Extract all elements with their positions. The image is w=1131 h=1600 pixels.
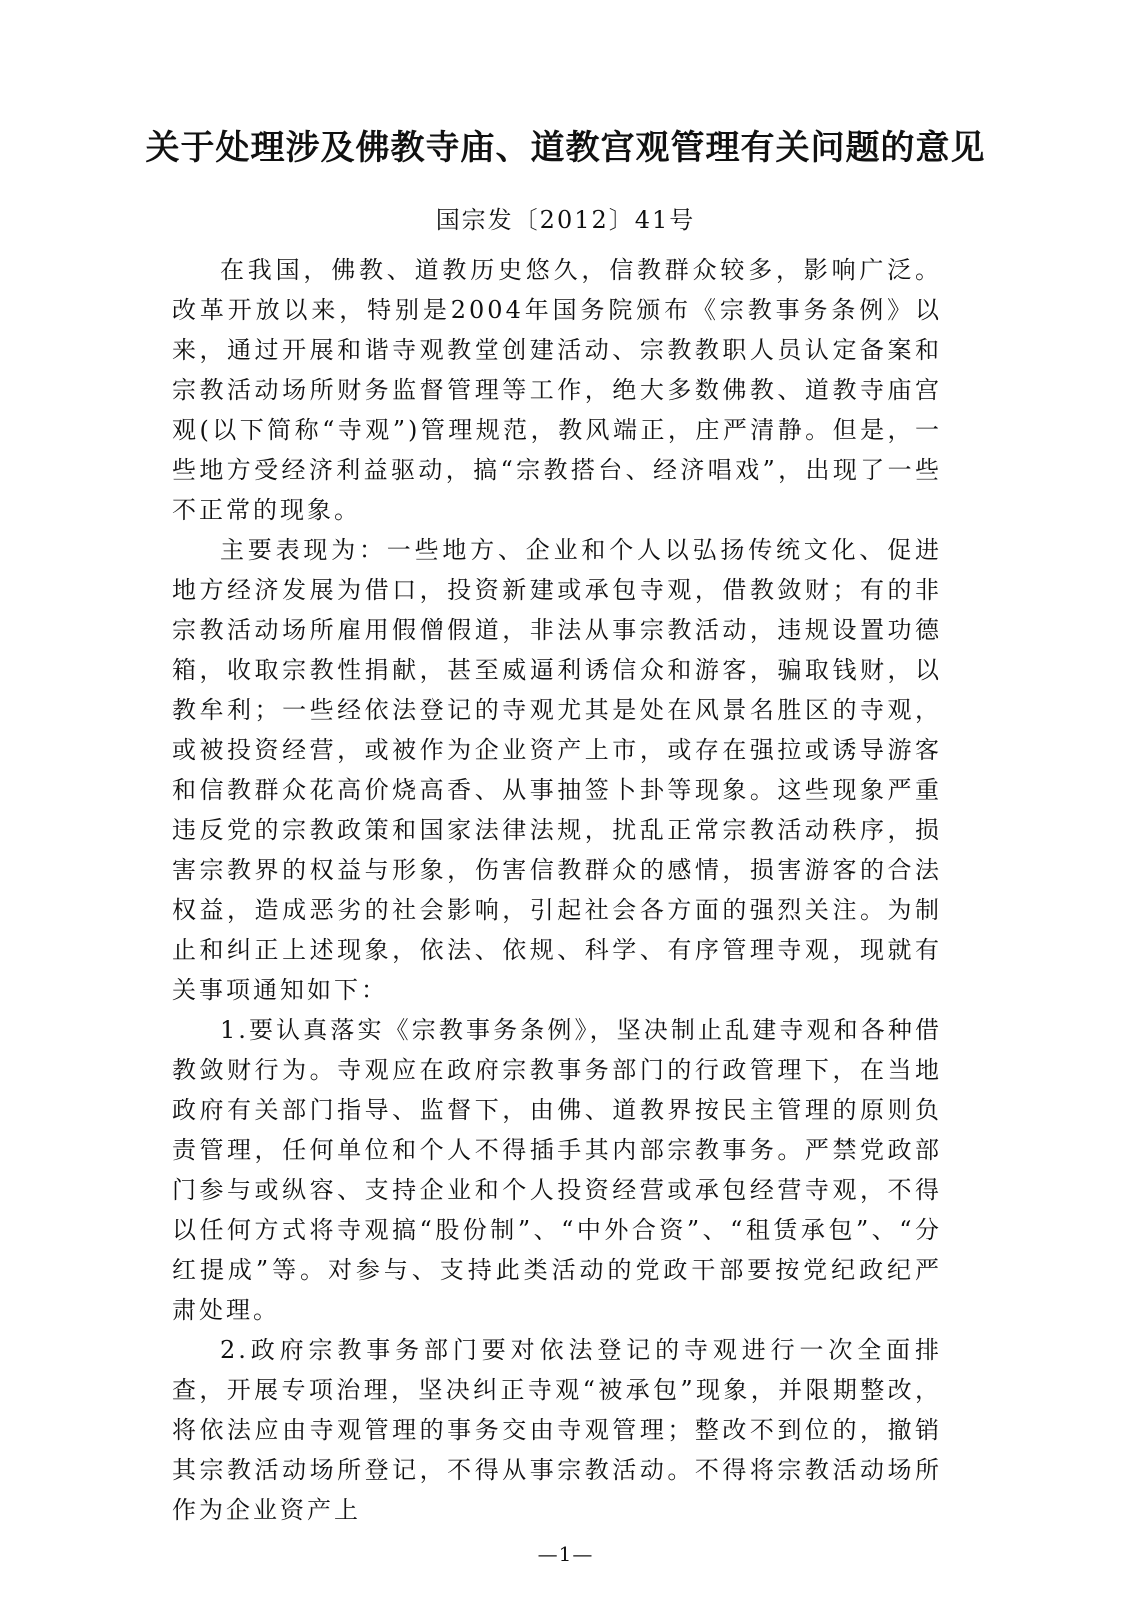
page-number: —1— bbox=[537, 1542, 594, 1566]
paragraph-intro: 在我国，佛教、道教历史悠久，信教群众较多，影响广泛。改革开放以来，特别是2004年国务院颁布《宗教事务条例》以来，通过开展和谐寺观教堂创建活动、宗教教职人员认定备案和宗教活动场所财务监督管理等工作，绝大多数佛教、道教寺庙宫观(以下简称“寺观”)管理规范，教风端正，庄严清静。但是，一些地方受经济利益驱动，搞“宗教搭台、经济唱戏”，出现了一些不正常的现象。 bbox=[172, 256, 942, 524]
paragraph-problems: 主要表现为：一些地方、企业和个人以弘扬传统文化、促进地方经济发展为借口，投资新建或承包寺观，借教敛财；有的非宗教活动场所雇用假僧假道，非法从事宗教活动，违规设置功德箱，收取宗教性捐献，甚至威逼利诱信众和游客，骗取钱财，以教牟利；一些经依法登记的寺观尤其是处在风景名胜区的寺观，或被投资经营，或被作为企业资产上市，或存在强拉或诱导游客和信教群众花高价烧高香、从事抽签卜卦等现象。这些现象严重违反党的宗教政策和国家法律法规，扰乱正常宗教活动秩序，损害宗教界的权益与形象，伤害信教群众的感情，损害游客的合法权益，造成恶劣的社会影响，引起社会各方面的强烈关注。为制止和纠正上述现象，依法、依规、科学、有序管理寺观，现就有关事项通知如下： bbox=[172, 536, 942, 1004]
paragraph-item-1: 1.要认真落实《宗教事务条例》，坚决制止乱建寺观和各种借教敛财行为。寺观应在政府宗教事务部门的行政管理下，在当地政府有关部门指导、监督下，由佛、道教界按民主管理的原则负责管理，任何单位和个人不得插手其内部宗教事务。严禁党政部门参与或纵容、支持企业和个人投资经营或承包经营寺观，不得以任何方式将寺观搞“股份制”、“中外合资”、“租赁承包”、“分红提成”等。对参与、支持此类活动的党政干部要按党纪政纪严肃处理。 bbox=[172, 1016, 942, 1324]
document-number: 国宗发〔2012〕41号 bbox=[435, 206, 696, 234]
document-title: 关于处理涉及佛教寺庙、道教宫观管理有关问题的意见 bbox=[145, 128, 986, 168]
paragraph-item-2: 2.政府宗教事务部门要对依法登记的寺观进行一次全面排查，开展专项治理，坚决纠正寺观“被承包”现象，并限期整改，将依法应由寺观管理的事务交由寺观管理；整改不到位的，撤销其宗教活动场所登记，不得从事宗教活动。不得将宗教活动场所作为企业资产上 bbox=[172, 1336, 942, 1524]
document-body bbox=[172, 250, 942, 1530]
